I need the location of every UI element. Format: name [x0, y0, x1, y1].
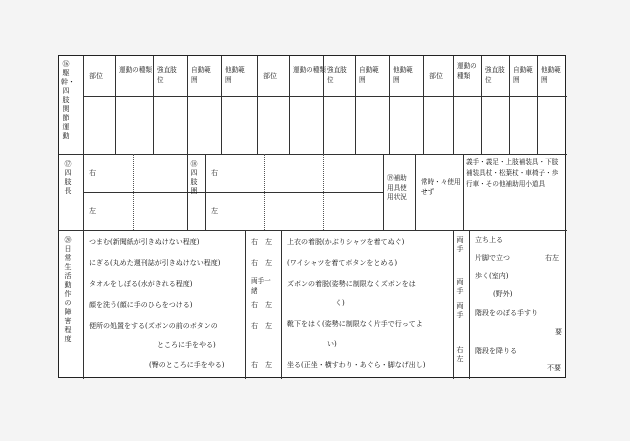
- header-part: 部位: [89, 72, 103, 80]
- adl-side: 両手一緒: [251, 277, 271, 295]
- adl-item: 歩く(室内): [475, 272, 509, 280]
- adl-side: 右左: [456, 346, 464, 363]
- adl-item: ズボンの着脱(姿勢に制限なくズボンをは: [287, 280, 416, 288]
- adl-side: 右 左: [251, 301, 272, 309]
- header-rigidity: 強直肢位: [485, 66, 505, 84]
- header-passive-range: 他動範囲: [225, 66, 245, 84]
- adl-item: (臀のところに手をやる): [149, 361, 225, 369]
- divider: [59, 154, 567, 155]
- section20-label: ⑳日常生活動作の障害程度: [64, 236, 72, 343]
- header-self-range: 自動範囲: [359, 66, 379, 84]
- adl-item: (ワイシャツを着てボタンをとめる): [287, 259, 398, 267]
- adl-item: 便所の処置をする(ズボンの前のボタンの: [89, 322, 218, 330]
- header-passive-range: 他動範囲: [393, 66, 413, 84]
- header-part: 部位: [263, 72, 277, 80]
- adl-side: 右 左: [251, 259, 272, 267]
- adl-item: タオルをしぼる(水がきれる程度): [89, 280, 193, 288]
- adl-item: い): [327, 340, 337, 348]
- header-rigidity: 強直肢位: [157, 66, 177, 84]
- header-motion: 運動の種類: [119, 66, 152, 74]
- adl-item: 靴下をはく(姿勢に制限なく片手で行ってよ: [287, 320, 423, 328]
- adl-item: 階段をのぼる手すり: [475, 309, 538, 317]
- adl-item: つまむ(新聞紙が引きぬけない程度): [89, 238, 200, 246]
- adl-item: 顔を洗う(顔に手のひらをつける): [89, 301, 193, 309]
- section18-label: ⑱四肢囲: [190, 160, 198, 195]
- adl-item: 坐る(正坐・横すわり・あぐら・脚なげ出し): [287, 361, 426, 369]
- header-motion: 運動の種類: [457, 62, 477, 80]
- adl-side: 右 左: [251, 322, 272, 330]
- divider: [59, 230, 567, 231]
- limb-length-right: 右: [89, 169, 96, 177]
- adl-item: く): [335, 299, 345, 307]
- limb-length-left: 左: [89, 207, 96, 215]
- header-rigidity: 強直肢位: [327, 66, 347, 84]
- adl-side: 右 左: [251, 238, 272, 246]
- adl-item: 不要: [547, 364, 561, 372]
- header-self-range: 自動範囲: [191, 66, 211, 84]
- adl-side: 両手: [456, 278, 464, 295]
- aid-usage-frequency: 常時・々使用せず: [421, 178, 461, 196]
- adl-side: 両手: [456, 302, 464, 319]
- header-passive-range: 他動範囲: [541, 66, 561, 84]
- limb-girth-right: 右: [211, 169, 218, 177]
- header-self-range: 自動範囲: [513, 66, 533, 84]
- adl-item: 上衣の着脱(かぶりシャツを着てぬぐ): [287, 238, 405, 246]
- adl-item: ところに手をやる): [157, 341, 216, 349]
- limb-girth-left: 左: [211, 207, 218, 215]
- section16-label: ⑯駆幹・四肢関節運動: [61, 60, 75, 140]
- adl-side: 右 左: [251, 361, 272, 369]
- aid-items: 義手・義足・上肢補装具・下肢補装具杖・松葉杖・車椅子・歩行車・その他補助用小道具: [466, 158, 559, 188]
- form-page: [58, 55, 566, 378]
- section19-label: ⑲補助用具使用状況: [387, 174, 407, 201]
- adl-item: 要: [555, 328, 562, 336]
- header-part: 部位: [429, 72, 443, 80]
- adl-item: 階段を降りる: [475, 347, 517, 355]
- adl-item: にぎる(丸めた週刊誌が引きぬけない程度): [89, 259, 221, 267]
- adl-item: (野外): [493, 290, 513, 298]
- header-motion: 運動の種類: [293, 66, 326, 74]
- adl-item: 立ち上る: [475, 236, 503, 244]
- adl-side: 両手: [456, 236, 464, 253]
- adl-item: 片脚で立つ: [475, 254, 510, 262]
- adl-side: 右左: [545, 254, 559, 262]
- section17-label: ⑰四肢長: [64, 160, 72, 195]
